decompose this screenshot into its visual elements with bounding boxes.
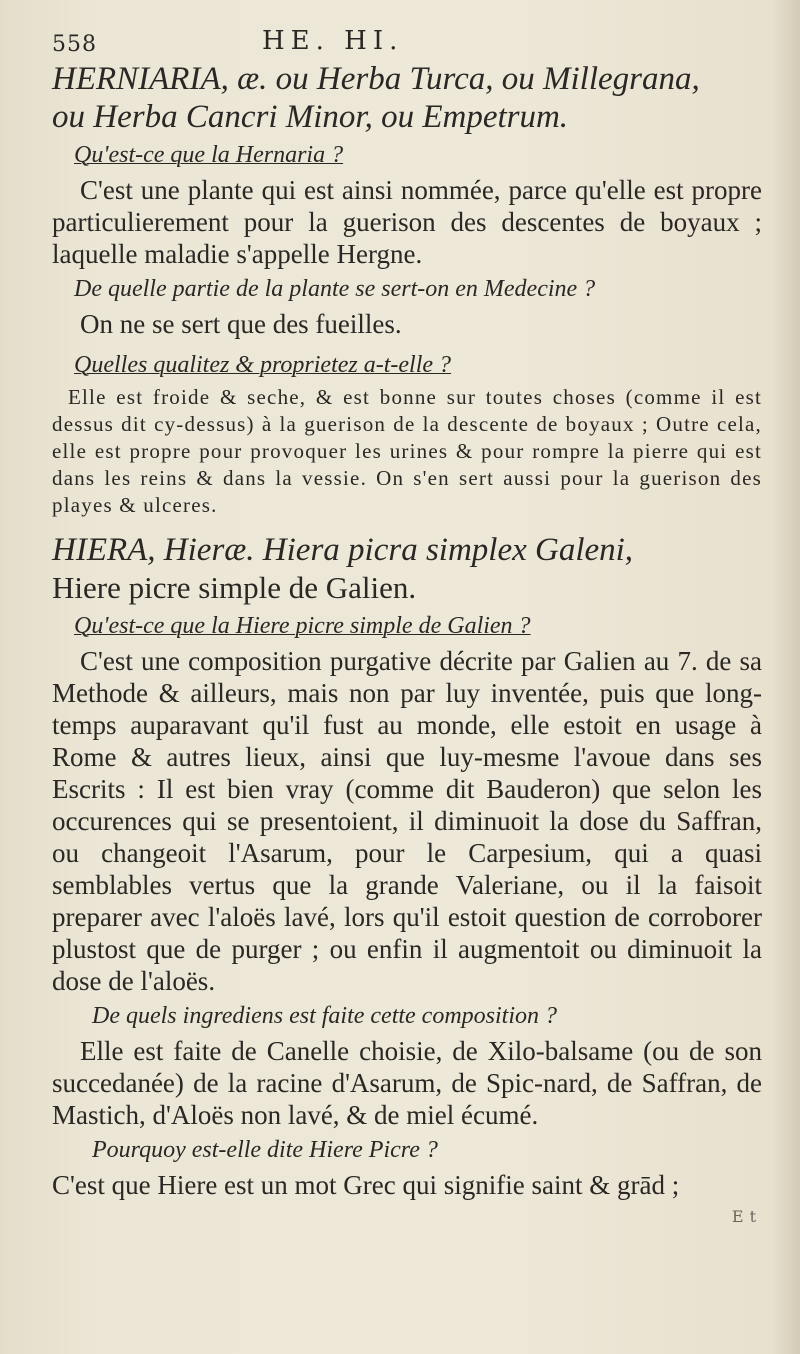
question: Qu'est-ce que la Hiere picre simple de Galien ? [74,613,531,639]
entry-headword-continued: ou Herba Cancri Minor, ou Empetrum. [52,99,569,135]
question: Quelles qualitez & proprietez a-t-elle ? [74,352,452,378]
entry-headword: HERNIARIA, æ. ou Herba Turca, ou Millegrana, [52,61,700,97]
catchword: Et [731,1207,762,1226]
answer-paragraph: C'est une plante qui est ainsi nommée, parce qu'elle est propre particulierement pour la guerison des descentes de boyaux ; laquelle maladie s'appelle Hergne. [52,175,762,269]
page-number: 558 [52,32,97,57]
answer-paragraph-small: Elle est froide & seche, & est bonne sur toutes choses (comme il est dessus dit cy-dessus) à la guerison de la descente de boyaux ; Outre cela, elle est propre pour provoquer les urines & pour rompre la pierre qui est dans les reins & dans la vessie. On s'en sert aussi pour la guerison des playes & ulceres. [52,385,762,517]
answer-paragraph: C'est une composition purgative décrite par Galien au 7. de sa Methode & ailleurs, mais non par luy inventée, puis que long-temps auparavant qu'il fust au monde, elle estoit en usage à Rome & autres lieux, ainsi que luy-mesme l'avoue dans ses Escrits : Il est bien vray (comme dit Bauderon) que selon les occurences qui se presentoient, il diminuoit la dose du Saffran, ou changeoit l'Asarum, pour le Carpesium, qui a quasi semblables vertus que la grande Valeriane, ou il la faisoit preparer avec l'aloës lavé, lors qu'il estoit question de corroborer plustost que de purger ; ou enfin il augmentoit ou diminuoit la dose de l'aloës. [52,646,762,996]
running-head: HE. HI. [262,26,404,56]
entry-headword-french: Hiere picre simple de Galien. [52,570,417,605]
question: Pourquoy est-elle dite Hiere Picre ? [92,1137,438,1163]
page-content [52,26,762,1226]
entry-headword: HIERA, Hieræ. Hiera picra simplex Galeni, [52,532,634,568]
page-header [52,26,762,60]
question: De quelle partie de la plante se sert-on en Medecine ? [74,276,596,302]
answer-paragraph: On ne se sert que des fueilles. [80,309,402,339]
answer-paragraph: C'est que Hiere est un mot Grec qui signifie saint & grād ; [52,1170,680,1200]
page-edge-shadow [772,0,800,1354]
question: De quels ingrediens est faite cette composition ? [92,1003,558,1029]
question: Qu'est-ce que la Hernaria ? [74,142,344,168]
answer-paragraph: Elle est faite de Canelle choisie, de Xilo-balsame (ou de son succedanée) de la racine d'Asarum, de Spic-nard, de Saffran, de Mastich, d'Aloës non lavé, & de miel écumé. [52,1036,762,1130]
